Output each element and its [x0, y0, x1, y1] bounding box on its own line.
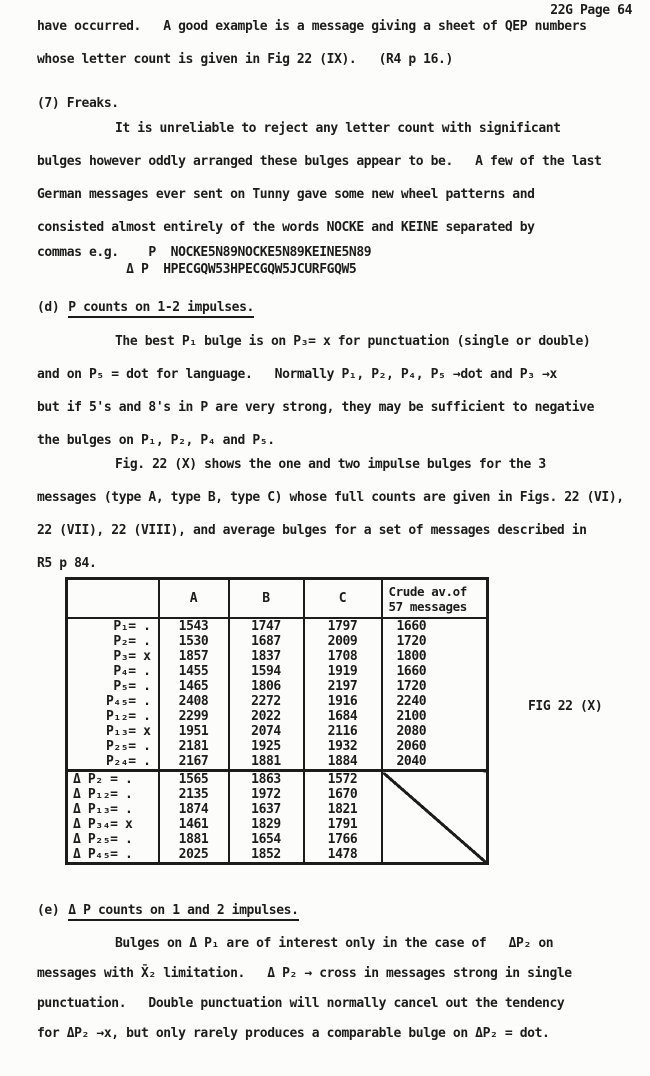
cell-message-a: 1543 — [159, 618, 229, 634]
table-corner-cell — [67, 579, 159, 619]
freaks-paragraph — [37, 112, 601, 244]
cell-crude-average: 2240 — [396, 694, 427, 709]
cell-message-b: 1654 — [229, 832, 304, 847]
figure-22x-table — [65, 577, 489, 865]
cell-message-b: 2022 — [229, 709, 304, 724]
cell-message-c: 1919 — [304, 664, 382, 679]
cell-message-b: 2272 — [229, 694, 304, 709]
text-line: The best P₁ bulge is on P₃= x for punctuation (single or double) — [115, 334, 591, 349]
cell-message-b: 1925 — [229, 739, 304, 754]
table-row — [67, 709, 488, 724]
cell-message-a: 1465 — [159, 679, 229, 694]
row-label: Δ P₁₂= . — [67, 787, 159, 802]
cipher-line-p: commas e.g. P NOCKE5N89NOCKE5N89KEINE5N89 — [37, 245, 372, 260]
cell-message-c: 1797 — [304, 618, 382, 634]
row-label: Δ P₃₄= x — [67, 817, 159, 832]
text-line: punctuation. Double punctuation will normally cancel out the tendency — [37, 996, 565, 1011]
cell-message-b: 2074 — [229, 724, 304, 739]
table-row — [67, 694, 488, 709]
section-marker: (e) — [37, 903, 60, 918]
row-label: P₁₃= x — [67, 724, 159, 739]
text-line: for ΔP₂ →x, but only rarely produces a comparable bulge on ΔP₂ = dot. — [37, 1026, 550, 1041]
text-line: but if 5's and 8's in P are very strong, they may be sufficient to negative — [37, 400, 594, 415]
text-line: and on P₅ = dot for language. Normally P₁, P₂, P₄, P₅ →dot and P₃ →x — [37, 367, 557, 382]
section-title: P counts on 1-2 impulses. — [68, 300, 254, 318]
cell-message-a: 1455 — [159, 664, 229, 679]
cell-message-b: 1852 — [229, 847, 304, 864]
text-line: 22 (VII), 22 (VIII), and average bulges for a set of messages described in — [37, 523, 587, 538]
row-label: P₂= . — [67, 634, 159, 649]
section-marker: (d) — [37, 300, 60, 315]
section-heading-e — [37, 901, 299, 921]
table-header-row — [67, 579, 488, 619]
intro-paragraph — [37, 10, 587, 76]
column-header-c: C — [304, 579, 382, 619]
cell-crude-average: 2100 — [396, 709, 427, 724]
row-label: Δ P₄₅= . — [67, 847, 159, 864]
cipher-line-delta-p: Δ P HPECGQW53HPECGQW5JCURFGQW5 — [37, 262, 357, 277]
table-row — [67, 618, 488, 634]
cell-message-a: 2167 — [159, 754, 229, 771]
column-header-b: B — [229, 579, 304, 619]
row-label: P₁= . — [67, 618, 159, 634]
cell-message-c: 1572 — [304, 771, 382, 788]
row-label: Δ P₂₅= . — [67, 832, 159, 847]
table-row — [67, 664, 488, 679]
table-row — [67, 724, 488, 739]
cell-message-a: 1881 — [159, 832, 229, 847]
cell-message-a: 1565 — [159, 771, 229, 788]
crude-header-line: Crude av.of — [388, 583, 467, 599]
cell-message-c: 2116 — [304, 724, 382, 739]
row-label: P₄= . — [67, 664, 159, 679]
table-row — [67, 679, 488, 694]
row-label: P₃= x — [67, 649, 159, 664]
table-row — [67, 754, 488, 771]
cell-crude-average: 1660 — [396, 664, 427, 679]
row-label: Δ P₂ = . — [67, 771, 159, 788]
text-line: have occurred. A good example is a message giving a sheet of QEP numbers — [37, 19, 587, 34]
row-label: Δ P₁₃= . — [67, 802, 159, 817]
row-label: P₂₅= . — [67, 739, 159, 754]
cell-crude-average: 1720 — [396, 634, 427, 649]
cell-message-c: 1821 — [304, 802, 382, 817]
section-e-paragraph — [37, 929, 572, 1049]
section-heading-freaks: (7) Freaks. — [37, 96, 119, 111]
cell-message-c: 1478 — [304, 847, 382, 864]
cell-message-c: 1766 — [304, 832, 382, 847]
cell-message-b: 1687 — [229, 634, 304, 649]
figure-caption: FIG 22 (X) — [528, 699, 603, 714]
section-d-paragraph-2 — [37, 448, 624, 580]
cell-message-a: 1874 — [159, 802, 229, 817]
crude-header-line: 57 messages — [388, 598, 467, 614]
cell-message-a: 1530 — [159, 634, 229, 649]
column-header-a: A — [159, 579, 229, 619]
cell-message-c: 1916 — [304, 694, 382, 709]
cell-message-c: 1932 — [304, 739, 382, 754]
row-label: P₁₂= . — [67, 709, 159, 724]
cell-message-a: 2299 — [159, 709, 229, 724]
cell-message-a: 2181 — [159, 739, 229, 754]
cell-crude-average: 2060 — [396, 739, 427, 754]
column-header-crude-average — [382, 579, 488, 619]
cell-message-b: 1594 — [229, 664, 304, 679]
table-delta-row — [67, 771, 488, 788]
cell-crude-average: 2080 — [396, 724, 427, 739]
cell-message-c: 1670 — [304, 787, 382, 802]
text-line: the bulges on P₁, P₂, P₄ and P₅. — [37, 433, 275, 448]
cell-message-c: 1791 — [304, 817, 382, 832]
cell-crude-average: 2040 — [396, 754, 427, 769]
cell-message-b: 1863 — [229, 771, 304, 788]
text-line: It is unreliable to reject any letter count with significant — [115, 121, 561, 136]
cell-message-c: 2009 — [304, 634, 382, 649]
text-line: messages with X̄₂ limitation. Δ P₂ → cross in messages strong in single — [37, 966, 572, 981]
cell-message-b: 1972 — [229, 787, 304, 802]
section-d-paragraph-1 — [37, 325, 594, 457]
table-row — [67, 634, 488, 649]
row-label: P₄₅= . — [67, 694, 159, 709]
cell-message-c: 2197 — [304, 679, 382, 694]
cell-message-a: 1461 — [159, 817, 229, 832]
text-line: Fig. 22 (X) shows the one and two impulse bulges for the 3 — [115, 457, 546, 472]
cell-crude-average: 1720 — [396, 679, 427, 694]
cell-message-b: 1806 — [229, 679, 304, 694]
row-label: P₅= . — [67, 679, 159, 694]
cell-message-c: 1884 — [304, 754, 382, 771]
section-title: Δ P counts on 1 and 2 impulses. — [68, 903, 298, 921]
cell-message-c: 1684 — [304, 709, 382, 724]
text-line: German messages ever sent on Tunny gave some new wheel patterns and — [37, 187, 535, 202]
text-line: R5 p 84. — [37, 556, 97, 571]
cipher-example-block — [37, 244, 371, 278]
cell-message-b: 1881 — [229, 754, 304, 771]
cell-message-a: 2408 — [159, 694, 229, 709]
cell-message-b: 1829 — [229, 817, 304, 832]
table-row — [67, 739, 488, 754]
cell-message-a: 2135 — [159, 787, 229, 802]
cell-message-c: 1708 — [304, 649, 382, 664]
page-number-header: 22G Page 64 — [550, 3, 632, 18]
bulge-counts-table — [65, 577, 489, 865]
cell-message-b: 1837 — [229, 649, 304, 664]
text-line: Bulges on Δ P₁ are of interest only in the case of ΔP₂ on — [115, 936, 554, 951]
cell-message-b: 1637 — [229, 802, 304, 817]
diagonal-blank-cell — [382, 771, 488, 864]
text-line: whose letter count is given in Fig 22 (IX). (R4 p 16.) — [37, 52, 453, 67]
text-line: messages (type A, type B, type C) whose full counts are given in Figs. 22 (VI), — [37, 490, 624, 505]
cell-message-a: 1951 — [159, 724, 229, 739]
text-line: consisted almost entirely of the words NOCKE and KEINE separated by — [37, 220, 535, 235]
cell-crude-average: 1800 — [396, 649, 427, 664]
cell-message-a: 1857 — [159, 649, 229, 664]
cell-message-b: 1747 — [229, 618, 304, 634]
text-line: bulges however oddly arranged these bulges appear to be. A few of the last — [37, 154, 602, 169]
row-label: P₂₄= . — [67, 754, 159, 771]
section-heading-d — [37, 298, 254, 318]
cell-crude-average: 1660 — [396, 619, 427, 634]
table-row — [67, 649, 488, 664]
cell-message-a: 2025 — [159, 847, 229, 864]
